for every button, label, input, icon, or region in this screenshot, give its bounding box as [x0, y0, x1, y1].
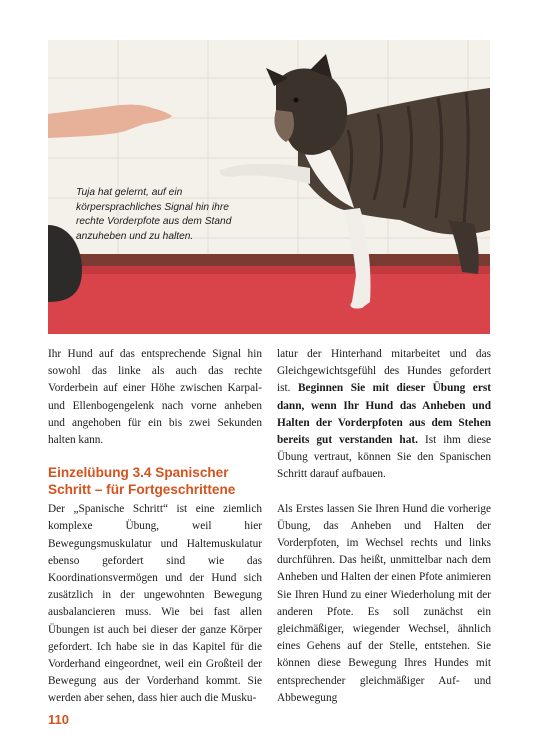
page-number: 110	[48, 712, 69, 727]
intro-paragraph: Ihr Hund auf das entsprechende Signal hin sowohl das linke als auch das rechte Vorderbein auf einer Höhe zwischen Karpal- und Ellenbogengelenk nach vorne anheben und angehoben für ein bis zwei Sekunden halten kann.	[48, 348, 262, 447]
body-paragraph-left: Der „Spanische Schritt“ ist eine ziemlich komplexe Übung, weil hier Bewegungsmuskulatur und Haltemuskulatur ebenso gefordert sind wie das Koordinationsvermögen und der Hund sich zusätzlich in der ungewohnten Bewegung ausbalancieren muss. Wie bei fast allen Übungen ist auch bei dieser der ganze Körper gefordert. Ich habe sie in das Kapitel für die Vorderhand eingeordnet, weil ein Großteil der Bewegung aus der Vorderhand kommt. Sie werden aber sehen, dass hier auch die Musku-	[48, 503, 262, 705]
body-paragraph-right-2: Als Erstes lassen Sie Ihren Hund die vorherige Übung, das Anheben und Halten der Vorderpfoten, im Wechsel rechts und links durchführen. Das heißt, unmittelbar nach dem Anheben und Halten der einen Pfote animieren Sie Ihren Hund zu einer Wiederholung mit der anderen Pfote. Es soll zunächst ein gleichmäßiger, wiegender Wechsel, ähnlich eines Gehens auf der Stelle, entstehen. Sie können diese Bewegung Ihres Hundes mit entsprechender gleichmäßiger Auf- und Abbewegung	[277, 502, 491, 704]
left-column	[48, 346, 262, 708]
body-paragraph-right-1	[277, 346, 491, 484]
baseboard	[48, 254, 490, 266]
paragraph-text: Ist ihm diese Übung vertraut, können Sie den Spanischen Schritt darauf aufbauen.	[277, 434, 492, 481]
photo-caption: Tuja hat gelernt, auf ein körpersprachliches Signal hin ihre rechte Vorderpfote aus dem Stand anzuheben und zu halten.	[76, 187, 232, 242]
dog-eye	[294, 98, 299, 103]
paragraph-text: latur der Hinterhand mitarbeitet und das Gleichgewichtsgefühl des Hundes gefordert ist.	[277, 348, 491, 395]
floor-edge	[48, 266, 490, 274]
bold-instruction: Beginnen Sie mit dieser Übung erst dann, wenn Ihr Hund das Anheben und Halten der Vorderpfoten aus dem Stehen bereits gut verstanden hat.	[277, 382, 491, 447]
section-heading: Einzelübung 3.4 Spanischer Schritt – für Fortgeschrittene	[48, 465, 236, 497]
right-column	[277, 346, 491, 707]
floor	[48, 266, 490, 334]
dog-photo	[48, 40, 490, 334]
